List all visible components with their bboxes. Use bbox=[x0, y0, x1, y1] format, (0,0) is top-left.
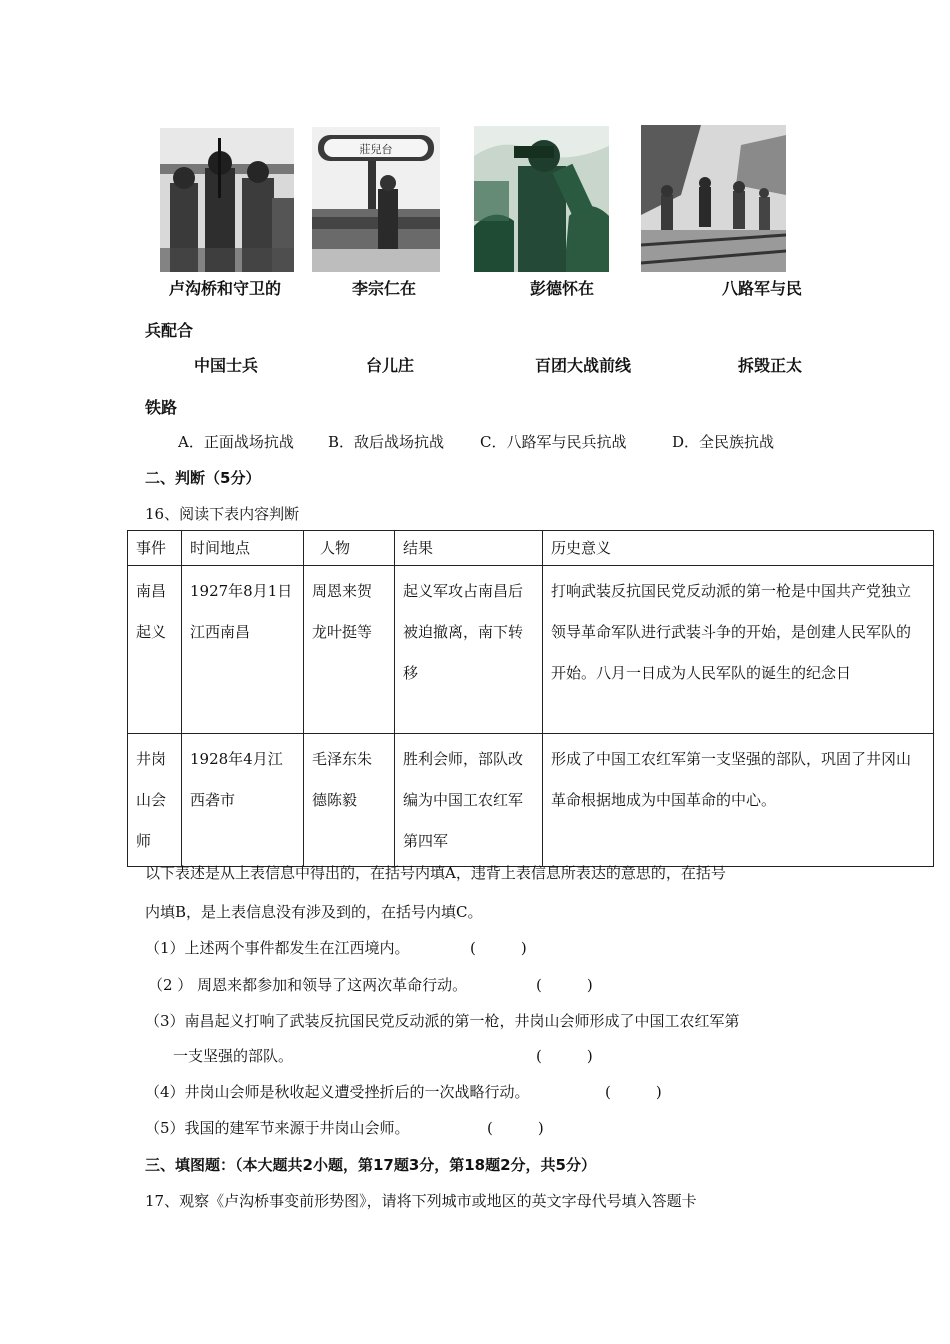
sign-text: 莊兒台 bbox=[359, 143, 393, 156]
statement-1: （1）上述两个事件都发生在江西境内。 bbox=[145, 939, 410, 957]
table-header: 时间地点 bbox=[182, 531, 304, 566]
table-header: 结果 bbox=[395, 531, 543, 566]
option-a: A．正面战场抗战 bbox=[178, 433, 294, 451]
photo-caption: 彭德怀在 bbox=[530, 279, 595, 298]
photo-zhengtai-railway bbox=[641, 125, 786, 272]
photo-lugou-bridge bbox=[160, 128, 294, 272]
table-cell: 周恩来贺龙叶挺等 bbox=[304, 566, 395, 734]
table-cell: 形成了中国工农红军第一支坚强的部队，巩固了井冈山革命根据地成为中国革命的中心。 bbox=[543, 734, 934, 867]
instructions: 以下表述是从上表信息中得出的，在括号内填A，违背上表信息所表达的意思的，在括号 bbox=[145, 864, 726, 882]
table-cell: 打响武装反抗国民党反动派的第一枪是中国共产党独立领导革命军队进行武装斗争的开始，是创建人民军队的开始。八月一日成为人民军队的诞生的纪念日 bbox=[543, 566, 934, 734]
table-cell: 南昌起义 bbox=[128, 566, 182, 734]
photo-li-zongren bbox=[312, 127, 440, 272]
photo-caption: 百团大战前线 bbox=[535, 356, 632, 375]
table-header: 人物 bbox=[304, 531, 395, 566]
caption-wrap: 兵配合 bbox=[145, 321, 194, 340]
table-cell: 毛泽东朱德陈毅 bbox=[304, 734, 395, 867]
table-cell: 1927年8月1日江西南昌 bbox=[182, 566, 304, 734]
table-cell: 1928年4月江西砻市 bbox=[182, 734, 304, 867]
table-cell: 起义军攻占南昌后被迫撤离，南下转移 bbox=[395, 566, 543, 734]
answer-blank[interactable]: ( ) bbox=[605, 1083, 662, 1101]
table-cell: 井岗山会师 bbox=[128, 734, 182, 867]
statement-3: （3）南昌起义打响了武装反抗国民党反动派的第一枪，井岗山会师形成了中国工农红军第 bbox=[145, 1012, 740, 1030]
statement-2: （2 ） 周恩来都参加和领导了这两次革命行动。 bbox=[148, 976, 468, 994]
table-header-row bbox=[128, 531, 934, 566]
option-b: B．敌后战场抗战 bbox=[328, 433, 445, 451]
table-row bbox=[128, 734, 934, 867]
section3-title: 三、填图题：（本大题共2小题，第17题3分，第18题2分，共5分） bbox=[145, 1156, 596, 1174]
section2-title: 二、判断（5分） bbox=[145, 469, 261, 487]
photo-caption: 中国士兵 bbox=[194, 356, 259, 375]
caption-wrap: 铁路 bbox=[145, 398, 178, 417]
statement-4: （4）井岗山会师是秋收起义遭受挫折后的一次战略行动。 bbox=[145, 1083, 530, 1101]
answer-blank[interactable]: ( ) bbox=[536, 976, 593, 994]
statement-5: （5）我国的建军节来源于井岗山会师。 bbox=[145, 1119, 410, 1137]
q16-intro: 16、阅读下表内容判断 bbox=[145, 505, 300, 523]
answer-blank[interactable]: ( ) bbox=[487, 1119, 544, 1137]
table-row bbox=[128, 566, 934, 734]
instructions: 内填B，是上表信息没有涉及到的，在括号内填C。 bbox=[145, 903, 483, 921]
answer-blank[interactable]: ( ) bbox=[470, 939, 527, 957]
table-header: 事件 bbox=[128, 531, 182, 566]
table-cell: 胜利会师，部队改编为中国工农红军第四军 bbox=[395, 734, 543, 867]
table-header: 历史意义 bbox=[543, 531, 934, 566]
photo-caption: 台儿庄 bbox=[366, 356, 415, 375]
photo-caption: 八路军与民 bbox=[722, 279, 803, 298]
history-table bbox=[127, 530, 934, 867]
option-d: D．全民族抗战 bbox=[672, 433, 775, 451]
photo-caption: 卢沟桥和守卫的 bbox=[169, 279, 282, 298]
q17-text: 17、观察《卢沟桥事变前形势图》，请将下列城市或地区的英文字母代号填入答题卡 bbox=[145, 1192, 697, 1210]
photo-peng-dehuai bbox=[474, 126, 609, 272]
option-c: C．八路军与民兵抗战 bbox=[480, 433, 627, 451]
answer-blank[interactable]: ( ) bbox=[536, 1047, 593, 1065]
photo-caption: 拆毁正太 bbox=[738, 356, 803, 375]
statement-3-cont: 一支坚强的部队。 bbox=[173, 1047, 294, 1065]
photo-caption: 李宗仁在 bbox=[352, 279, 417, 298]
